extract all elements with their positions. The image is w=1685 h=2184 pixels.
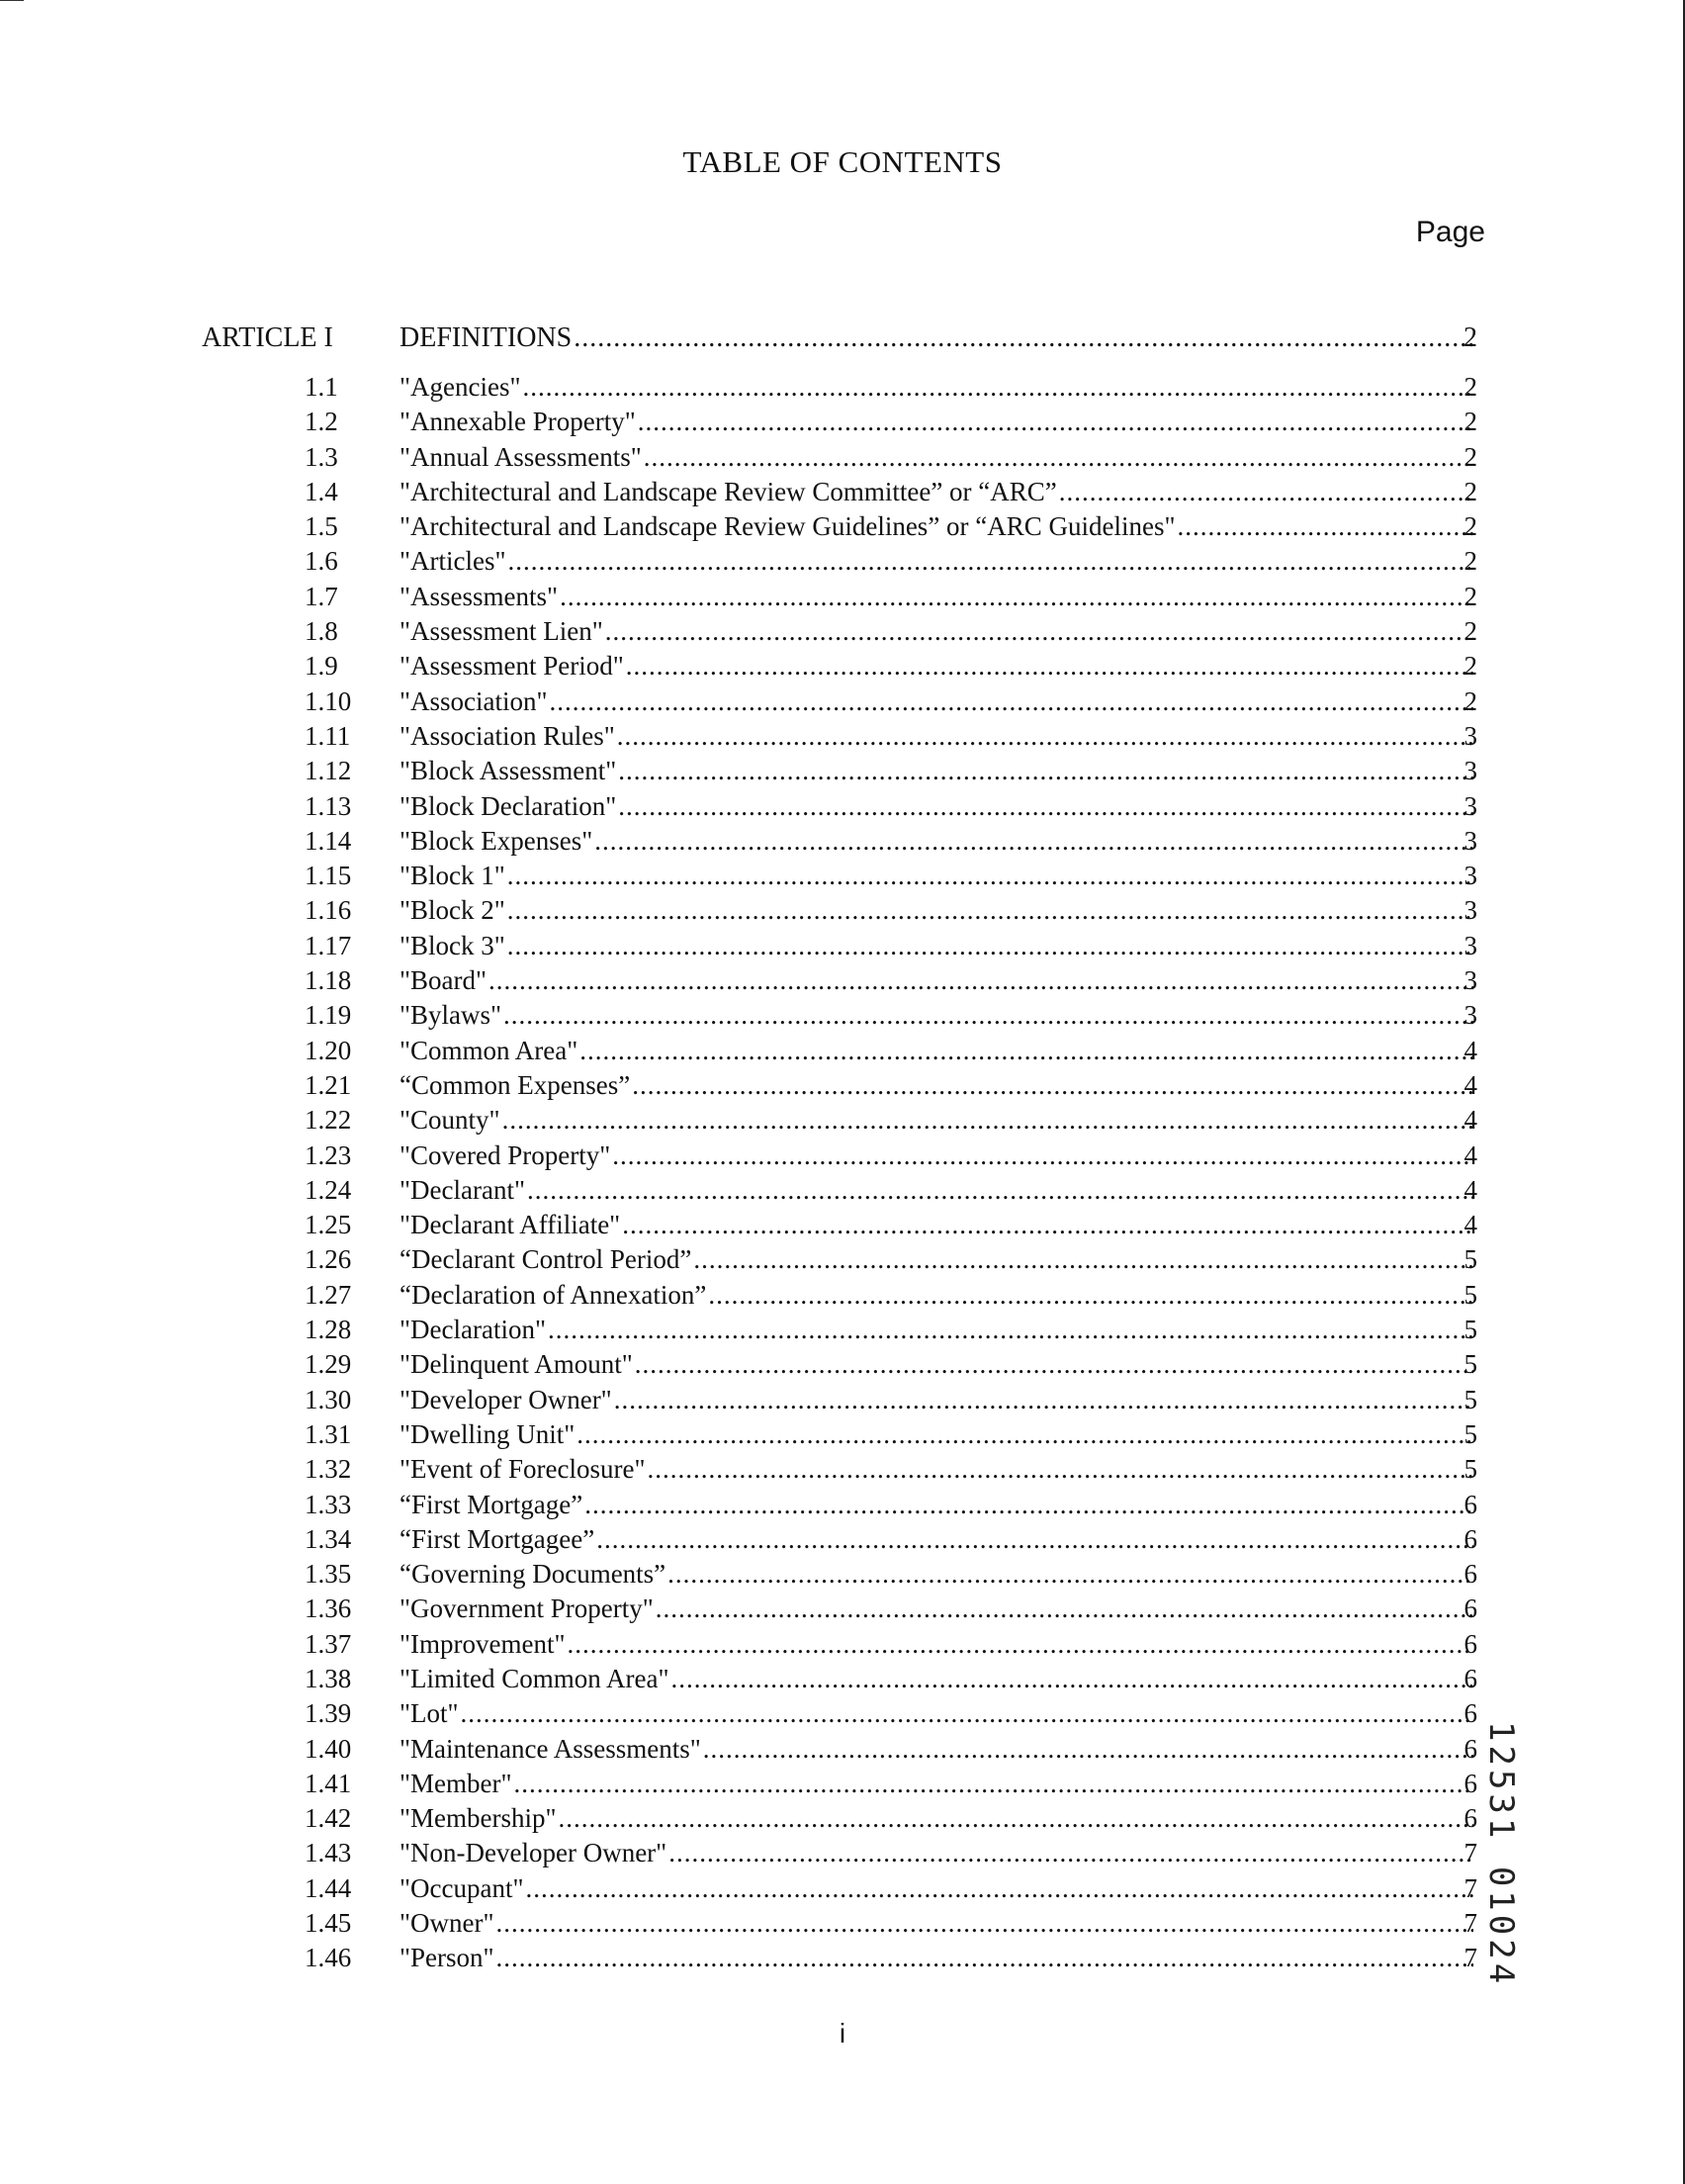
toc-row [0,686,1685,721]
section-number: 1.31 [305,1418,352,1449]
dot-leader [508,546,1473,577]
entry-page-number: 6 [1463,1733,1477,1764]
side-stamp: 12531 01024 [1481,1721,1521,1988]
entry-page-number: 5 [1463,1279,1477,1310]
section-number: 1.41 [305,1768,352,1798]
toc-row [0,1036,1685,1070]
entry-title: "Non-Developer Owner" [399,1838,667,1868]
dot-leader [668,1838,1473,1868]
page-title: TABLE OF CONTENTS [682,144,1003,179]
entry-leader [399,861,1473,891]
entry-page-number: 3 [1463,825,1477,856]
entry-title: "Assessment Period" [399,651,624,682]
toc-row [0,477,1685,511]
section-number: 1.45 [305,1908,352,1939]
dot-leader [635,1349,1473,1380]
toc-row [0,965,1685,1000]
entry-title: "Block Assessment" [399,756,617,786]
entry-page-number: 5 [1463,1349,1477,1380]
entry-title: "Declarant Affiliate" [399,1210,621,1240]
toc-row [0,1664,1685,1698]
entry-page-number: 2 [1463,685,1477,716]
entry-leader [399,1244,1473,1275]
dot-leader [667,1559,1473,1590]
toc-row [0,1908,1685,1943]
entry-page-number: 6 [1463,1628,1477,1659]
entry-title: "Developer Owner" [399,1384,612,1414]
entry-title: "Agencies" [399,372,521,402]
entry-leader [399,1559,1473,1590]
entry-title: "Assessment Lien" [399,616,603,647]
dot-leader [527,1175,1473,1206]
entry-leader [399,1769,1473,1799]
section-number: 1.21 [305,1069,352,1100]
dot-leader [496,1908,1473,1939]
toc-row [0,1070,1685,1105]
entry-page-number: 6 [1463,1663,1477,1693]
entry-leader [399,1873,1473,1904]
toc-row [0,511,1685,546]
entry-leader [399,1315,1473,1345]
entry-title: "Declaration" [399,1315,546,1345]
dot-leader [514,1769,1473,1799]
entry-leader [399,372,1473,403]
entry-leader [399,791,1473,822]
entry-title: “Common Expenses” [399,1069,631,1100]
entry-page-number: 7 [1463,1943,1477,1973]
entry-title: "Block 3" [399,930,505,960]
toc-row [0,1559,1685,1593]
entry-leader [399,931,1473,961]
entry-title: “Declarant Control Period” [399,1244,692,1275]
dot-leader [617,721,1473,752]
section-number: 1.42 [305,1803,352,1834]
dot-leader [614,1385,1473,1415]
dot-leader [579,1036,1473,1066]
entry-title: "Bylaws" [399,1000,502,1031]
dot-leader [576,1419,1473,1450]
entry-title: "Block Expenses" [399,825,593,856]
section-number: 1.17 [305,930,352,960]
toc-row [0,1280,1685,1315]
entry-page-number: 4 [1463,1139,1477,1170]
toc-row [0,1943,1685,1977]
section-number: 1.46 [305,1943,352,1973]
entry-page-number: 2 [1463,476,1477,506]
dot-leader [647,1454,1473,1485]
dot-leader [594,826,1473,857]
entry-page-number: 3 [1463,1000,1477,1031]
dot-leader [526,1873,1474,1904]
toc-row [0,1000,1685,1035]
toc-row [0,651,1685,685]
dot-leader [507,895,1473,926]
section-number: 1.44 [305,1872,352,1903]
toc-row [0,372,1685,407]
toc-row [0,442,1685,477]
entry-leader [399,1419,1473,1450]
entry-page-number: 4 [1463,1069,1477,1100]
entry-title: “Declaration of Annexation” [399,1279,707,1310]
entry-page-number: 3 [1463,895,1477,926]
toc-row [0,1244,1685,1279]
entry-title: “First Mortgage” [399,1489,583,1519]
entry-leader [399,1175,1473,1206]
dot-leader [584,1490,1473,1520]
entry-page-number: 5 [1463,1384,1477,1414]
entry-leader [399,407,1473,437]
section-number: 1.27 [305,1279,352,1310]
entry-title: "Architectural and Landscape Review Guidelines” or “ARC Guidelines" [399,511,1176,542]
toc-row [0,1873,1685,1908]
entry-title: "Person" [399,1943,494,1973]
entry-leader [399,546,1473,577]
toc-row [0,1175,1685,1210]
toc-row [0,1593,1685,1628]
toc-row [0,546,1685,581]
section-number: 1.24 [305,1174,352,1205]
toc-row [0,1803,1685,1838]
toc-row [0,407,1685,441]
toc-row [0,721,1685,756]
entry-page-number: 2 [1463,546,1477,577]
entry-title: "Declarant" [399,1174,525,1205]
entry-leader [399,1734,1473,1765]
entry-page-number: 2 [1463,581,1477,611]
entry-leader [399,1593,1473,1624]
article-leader [399,322,1473,354]
entry-page-number: 5 [1463,1244,1477,1275]
dot-leader [568,1629,1474,1660]
entry-title: "Improvement" [399,1628,566,1659]
entry-leader [399,721,1473,752]
entry-title: "Annexable Property" [399,407,636,437]
toc-entries [0,372,1685,1988]
entry-page-number: 7 [1463,1838,1477,1868]
entry-page-number: 4 [1463,1035,1477,1065]
entry-page-number: 3 [1463,861,1477,891]
entry-title: "Delinquent Amount" [399,1349,633,1380]
entry-title: "Membership" [399,1803,557,1834]
section-number: 1.5 [305,511,338,542]
section-number: 1.39 [305,1698,352,1729]
entry-title: "Common Area" [399,1035,578,1065]
section-number: 1.26 [305,1244,352,1275]
entry-page-number: 4 [1463,1174,1477,1205]
section-number: 1.16 [305,895,352,926]
section-number: 1.11 [305,720,351,751]
entry-leader [399,1490,1473,1520]
dot-leader [461,1698,1473,1729]
section-number: 1.3 [305,441,338,472]
dot-leader [507,861,1473,891]
entry-page-number: 6 [1463,1698,1477,1729]
page-column-heading: Page [1415,216,1485,248]
toc-row [0,1838,1685,1872]
entry-leader [399,1838,1473,1868]
section-number: 1.8 [305,616,338,647]
entry-leader [399,1000,1473,1031]
entry-page-number: 2 [1463,616,1477,647]
entry-title: "Association Rules" [399,720,615,751]
entry-leader [399,1698,1473,1729]
entry-title: "County" [399,1105,500,1136]
dot-leader [502,1105,1473,1136]
toc-row [0,1210,1685,1244]
dot-leader [605,616,1473,647]
toc-row [0,791,1685,826]
entry-title: "Assessments" [399,581,559,611]
entry-page-number: 5 [1463,1315,1477,1345]
section-number: 1.28 [305,1315,352,1345]
dot-leader [618,791,1473,822]
entry-title: "Block 1" [399,861,505,891]
article-label: ARTICLE I [202,322,333,353]
dot-leader [1178,511,1473,542]
dot-leader [632,1070,1473,1101]
entry-title: "Association" [399,685,548,716]
toc-row [0,1315,1685,1349]
entry-leader [399,686,1473,717]
entry-leader [399,511,1473,542]
entry-page-number: 2 [1463,407,1477,437]
article-title: DEFINITIONS [399,322,573,353]
entry-leader [399,1105,1473,1136]
entry-title: "Articles" [399,546,506,577]
entry-title: “Governing Documents” [399,1559,666,1590]
entry-leader [399,1210,1473,1240]
entry-leader [399,1454,1473,1485]
toc-row [0,1769,1685,1803]
entry-page-number: 4 [1463,1210,1477,1240]
entry-leader [399,1943,1473,1973]
dot-leader [626,651,1473,682]
section-number: 1.19 [305,1000,352,1031]
section-number: 1.38 [305,1663,352,1693]
entry-page-number: 6 [1463,1523,1477,1554]
section-number: 1.12 [305,756,352,786]
section-number: 1.18 [305,965,352,996]
dot-leader [548,1315,1473,1345]
entry-page-number: 3 [1463,790,1477,821]
toc-row [0,1454,1685,1489]
section-number: 1.30 [305,1384,352,1414]
section-number: 1.1 [305,372,338,402]
dot-leader [693,1244,1473,1275]
entry-leader [399,1629,1473,1660]
dot-leader [560,582,1473,612]
entry-leader [399,442,1473,473]
entry-leader [399,1908,1473,1939]
entry-page-number: 4 [1463,1105,1477,1136]
section-number: 1.29 [305,1349,352,1380]
entry-title: "Member" [399,1768,512,1798]
entry-page-number: 7 [1463,1872,1477,1903]
entry-leader [399,616,1473,647]
entry-page-number: 3 [1463,720,1477,751]
entry-title: "Covered Property" [399,1139,611,1170]
section-number: 1.14 [305,825,352,856]
entry-title: "Architectural and Landscape Review Committee” or “ARC” [399,476,1057,506]
toc-row [0,1490,1685,1524]
entry-leader [399,756,1473,786]
entry-title: "Occupant" [399,1872,524,1903]
dot-leader [622,1210,1473,1240]
article-page-number: 2 [1463,322,1477,353]
section-number: 1.37 [305,1628,352,1659]
entry-leader [399,1140,1473,1171]
dot-leader [503,1000,1473,1031]
section-number: 1.10 [305,685,352,716]
dot-leader [574,322,1473,354]
dot-leader [507,931,1473,961]
toc-row [0,1629,1685,1664]
entry-leader [399,1070,1473,1101]
section-number: 1.33 [305,1489,352,1519]
toc-row [0,1698,1685,1733]
entry-page-number: 6 [1463,1803,1477,1834]
toc-row [0,1349,1685,1384]
entry-title: "Dwelling Unit" [399,1418,576,1449]
toc-row [0,1385,1685,1419]
toc-row [0,1734,1685,1769]
entry-title: "Board" [399,965,488,996]
entry-title: "Maintenance Assessments" [399,1733,701,1764]
toc-row [0,1140,1685,1175]
section-number: 1.6 [305,546,338,577]
toc-row [0,756,1685,790]
entry-page-number: 3 [1463,756,1477,786]
entry-leader [399,826,1473,857]
dot-leader [638,407,1473,437]
entry-title: "Lot" [399,1698,459,1729]
entry-leader [399,1524,1473,1555]
toc-row [0,1524,1685,1559]
entry-title: "Block Declaration" [399,790,617,821]
section-number: 1.32 [305,1454,352,1485]
entry-leader [399,1664,1473,1694]
toc-row [0,861,1685,895]
entry-leader [399,477,1473,507]
entry-leader [399,582,1473,612]
dot-leader [618,756,1473,786]
section-number: 1.4 [305,476,338,506]
dot-leader [708,1280,1473,1311]
entry-leader [399,1036,1473,1066]
scan-mark [0,0,24,1]
toc-row [0,1105,1685,1139]
entry-title: "Event of Foreclosure" [399,1454,646,1485]
dot-leader [1059,477,1473,507]
dot-leader [596,1524,1473,1555]
entry-title: "Limited Common Area" [399,1663,669,1693]
dot-leader [496,1943,1473,1973]
entry-leader [399,1803,1473,1834]
entry-title: "Block 2" [399,895,505,926]
toc-row [0,931,1685,965]
entry-page-number: 5 [1463,1418,1477,1449]
section-number: 1.9 [305,651,338,682]
entry-leader [399,1349,1473,1380]
entry-title: “First Mortgagee” [399,1523,595,1554]
section-number: 1.13 [305,790,352,821]
entry-page-number: 7 [1463,1908,1477,1939]
article-row [0,322,1685,358]
toc-row [0,616,1685,651]
section-number: 1.22 [305,1105,352,1136]
entry-page-number: 6 [1463,1489,1477,1519]
section-number: 1.25 [305,1210,352,1240]
entry-title: "Annual Assessments" [399,441,642,472]
dot-leader [656,1593,1473,1624]
entry-page-number: 2 [1463,441,1477,472]
entry-title: "Owner" [399,1908,494,1939]
entry-page-number: 3 [1463,965,1477,996]
toc-row [0,826,1685,861]
dot-leader [612,1140,1473,1171]
entry-leader [399,651,1473,682]
toc-row [0,895,1685,930]
entry-page-number: 6 [1463,1593,1477,1624]
entry-leader [399,895,1473,926]
section-number: 1.20 [305,1035,352,1065]
entry-page-number: 2 [1463,651,1477,682]
entry-page-number: 2 [1463,372,1477,402]
dot-leader [703,1734,1473,1765]
toc-row [0,582,1685,616]
entry-leader [399,1280,1473,1311]
entry-page-number: 2 [1463,511,1477,542]
section-number: 1.7 [305,581,338,611]
entry-page-number: 5 [1463,1454,1477,1485]
section-number: 1.23 [305,1139,352,1170]
section-number: 1.2 [305,407,338,437]
dot-leader [550,686,1473,717]
dot-leader [488,965,1473,996]
section-number: 1.34 [305,1523,352,1554]
section-number: 1.36 [305,1593,352,1624]
section-number: 1.40 [305,1733,352,1764]
toc-row [0,1419,1685,1454]
entry-page-number: 6 [1463,1559,1477,1590]
entry-leader [399,1385,1473,1415]
entry-page-number: 6 [1463,1768,1477,1798]
section-number: 1.43 [305,1838,352,1868]
entry-leader [399,965,1473,996]
entry-page-number: 3 [1463,930,1477,960]
dot-leader [644,442,1473,473]
page-number-footer: i [839,2018,846,2048]
section-number: 1.15 [305,861,352,891]
dot-leader [523,372,1473,403]
entry-title: "Government Property" [399,1593,654,1624]
dot-leader [559,1803,1473,1834]
section-number: 1.35 [305,1559,352,1590]
dot-leader [671,1664,1473,1694]
